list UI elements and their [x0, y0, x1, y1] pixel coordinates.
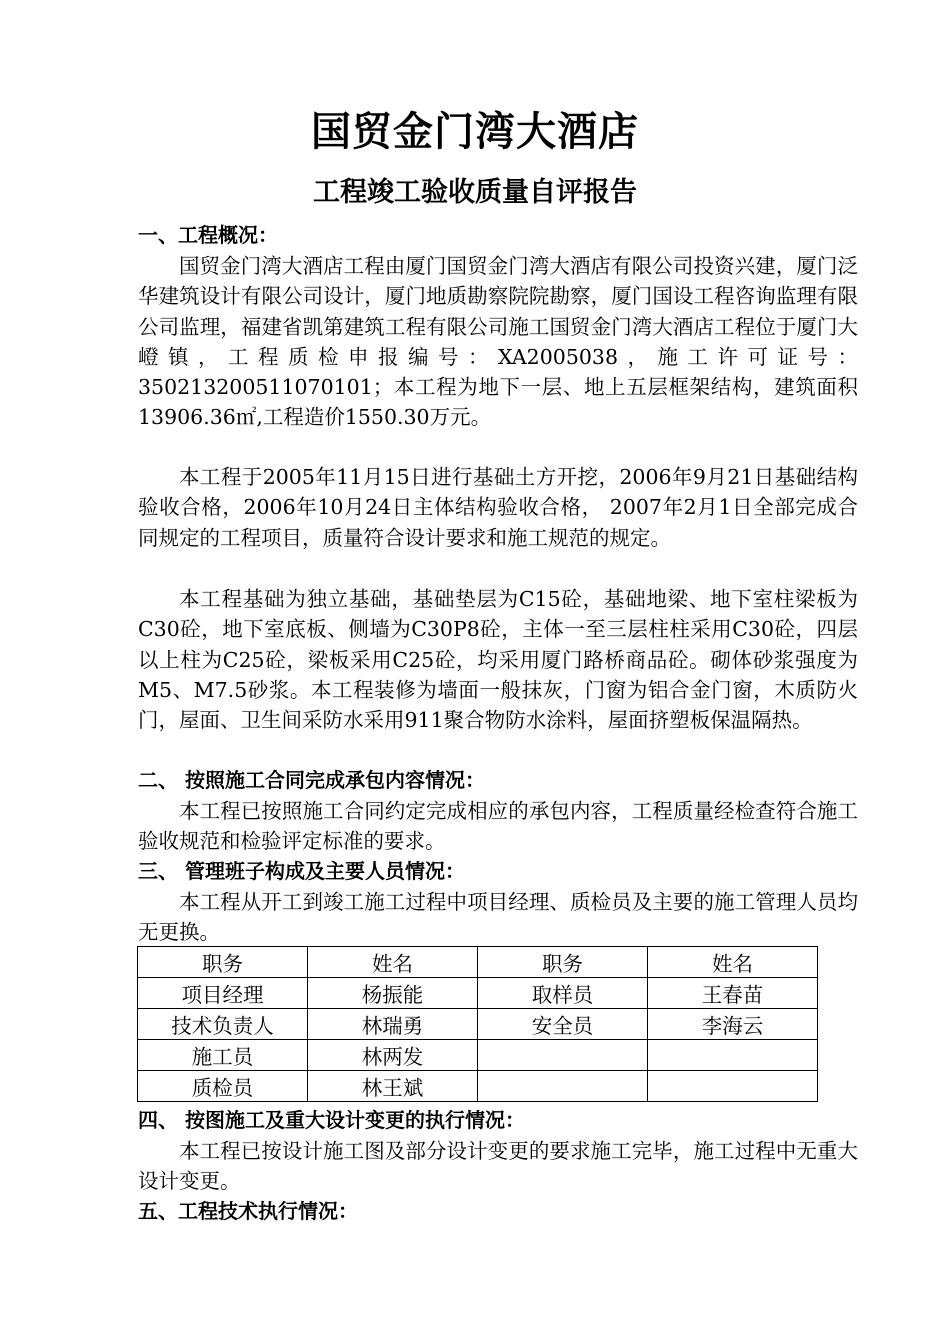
- table-cell: 安全员: [478, 1009, 648, 1040]
- table-row: [138, 1071, 818, 1102]
- staff-table: [137, 946, 818, 1102]
- section-3-heading: 三、 管理班子构成及主要人员情况：: [138, 859, 465, 883]
- document-subtitle: 工程竣工验收质量自评报告: [313, 177, 637, 208]
- section-2-paragraph: 本工程已按照施工合同约定完成相应的承包内容，工程质量经检查符合施工验收规范和检验评定标准的要求。: [138, 799, 858, 854]
- table-cell: 杨振能: [308, 978, 478, 1009]
- table-cell: 质检员: [138, 1071, 308, 1102]
- section-1-paragraph-1: 国贸金门湾大酒店工程由厦门国贸金门湾大酒店有限公司投资兴建，厦门泛华建筑设计有限公司设计，厦门地质勘察院院勘察，厦门国设工程咨询监理有限公司监理，福建省凯第建筑工程有限公司施工国贸金门湾大酒店工程位于厦门大嶝镇，工程质检申报编号：XA2005038，施工许可证号：350213200511070101；本工程为地下一层、地上五层框架结构，建筑面积13906.36㎡,工程造价1550.30万元。: [138, 254, 858, 430]
- section-5-heading: 五、工程技术执行情况：: [138, 1199, 358, 1223]
- table-cell: [648, 1040, 818, 1071]
- table-cell: 技术负责人: [138, 1009, 308, 1040]
- table-cell: 林瑞勇: [308, 1009, 478, 1040]
- table-header-cell: 职务: [138, 947, 308, 978]
- table-header-row: [138, 947, 818, 978]
- section-4-paragraph: 本工程已按设计施工图及部分设计变更的要求施工完毕，施工过程中无重大设计变更。: [138, 1139, 858, 1194]
- section-1-heading: 一、工程概况：: [138, 223, 278, 247]
- section-2-heading: 二、 按照施工合同完成承包内容情况：: [138, 768, 485, 792]
- table-header-cell: 姓名: [308, 947, 478, 978]
- section-4-heading: 四、 按图施工及重大设计变更的执行情况：: [138, 1108, 525, 1132]
- document-title: 国贸金门湾大酒店: [311, 109, 639, 155]
- section-1-paragraph-3: 本工程基础为独立基础，基础垫层为C15砼，基础地梁、地下室柱梁板为C30砼，地下室底板、侧墙为C30P8砼，主体一至三层柱柱采用C30砼，四层以上柱为C25砼，梁板采用C25砼，均采用厦门路桥商品砼。砌体砂浆强度为M5、M7.5砂浆。本工程装修为墙面一般抹灰，门窗为铝合金门窗，木质防火门，屋面、卫生间采防水采用911聚合物防水涂料，屋面挤塑板保温隔热。: [138, 587, 858, 733]
- table-row: [138, 1040, 818, 1071]
- table-cell: 李海云: [648, 1009, 818, 1040]
- table-row: [138, 1009, 818, 1040]
- table-cell: 取样员: [478, 978, 648, 1009]
- table-cell: 林两发: [308, 1040, 478, 1071]
- table-cell: [648, 1071, 818, 1102]
- table-cell: 项目经理: [138, 978, 308, 1009]
- table-row: [138, 978, 818, 1009]
- table-cell: 施工员: [138, 1040, 308, 1071]
- table-cell: 林王斌: [308, 1071, 478, 1102]
- section-3-paragraph: 本工程从开工到竣工施工过程中项目经理、质检员及主要的施工管理人员均无更换。: [138, 890, 858, 945]
- table-header-cell: 职务: [478, 947, 648, 978]
- table-header-cell: 姓名: [648, 947, 818, 978]
- section-1-paragraph-2: 本工程于2005年11月15日进行基础土方开挖，2006年9月21日基础结构验收合格，2006年10月24日主体结构验收合格， 2007年2月1日全部完成合同规定的工程项目，质量符合设计要求和施工规范的规定。: [138, 465, 858, 550]
- table-cell: [478, 1040, 648, 1071]
- table-cell: [478, 1071, 648, 1102]
- table-cell: 王春苗: [648, 978, 818, 1009]
